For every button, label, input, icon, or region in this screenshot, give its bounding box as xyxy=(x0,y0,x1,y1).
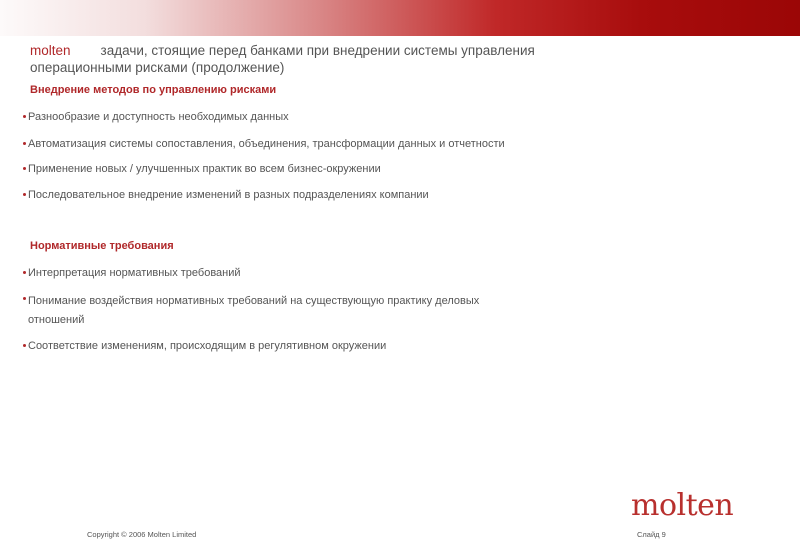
list-item-text: Разнообразие и доступность необходимых данных xyxy=(28,111,289,123)
slide-title xyxy=(30,42,590,76)
list-item xyxy=(22,162,568,177)
list-item xyxy=(22,292,538,330)
bullet-dot-icon xyxy=(23,193,26,196)
list-item-text: Интерпретация нормативных требований xyxy=(28,267,241,279)
bullet-dot-icon xyxy=(23,344,26,347)
list-item xyxy=(22,110,568,125)
section-heading-regulatory: Нормативные требования xyxy=(30,240,174,252)
list-item xyxy=(22,188,568,203)
slide-number: Слайд 9 xyxy=(637,530,666,539)
bullet-dot-icon xyxy=(23,115,26,118)
bullet-dot-icon xyxy=(23,167,26,170)
bullet-dot-icon xyxy=(23,142,26,145)
list-item-text: Понимание воздействия нормативных требований на существующую практику деловых отношений xyxy=(28,295,480,326)
bullet-dot-icon xyxy=(23,271,26,274)
header-gradient-band xyxy=(0,0,800,36)
list-item-text: Последовательное внедрение изменений в разных подразделениях компании xyxy=(28,189,429,201)
list-item xyxy=(22,266,568,281)
list-item-text: Применение новых / улучшенных практик во всем бизнес-окружении xyxy=(28,163,381,175)
list-item xyxy=(22,137,568,152)
copyright-text: Copyright © 2006 Molten Limited xyxy=(87,530,197,539)
molten-logo: molten xyxy=(631,488,734,523)
list-item xyxy=(22,339,568,354)
list-item-text: Соответствие изменениям, происходящим в регулятивном окружении xyxy=(28,340,387,352)
title-text: задачи, стоящие перед банками при внедрении системы управления операционными рисками (продолжение) xyxy=(30,43,535,75)
section-heading-risk-methods: Внедрение методов по управлению рисками xyxy=(30,84,277,96)
bullet-dot-icon xyxy=(23,297,26,300)
title-brand: molten xyxy=(30,43,71,58)
list-item-text: Автоматизация системы сопоставления, объединения, трансформации данных и отчетности xyxy=(28,138,505,150)
